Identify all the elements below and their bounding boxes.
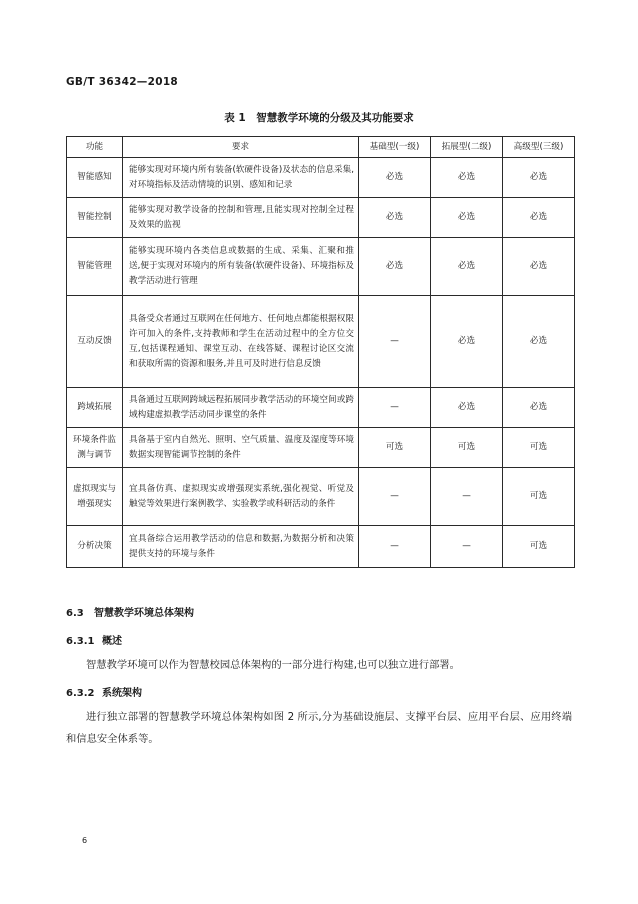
level3-cell: 必选 <box>503 238 575 296</box>
section-number: 6.3.2 <box>66 688 95 699</box>
level3-cell: 必选 <box>503 296 575 388</box>
table-row <box>67 388 575 428</box>
function-cell: 互动反馈 <box>67 296 123 388</box>
section-title: 智慧教学环境总体架构 <box>94 608 194 619</box>
column-header-advanced-level: 高级型(三级) <box>503 137 575 158</box>
page-number: 6 <box>82 836 88 845</box>
level1-cell: — <box>359 296 431 388</box>
requirement-cell: 宜具备综合运用教学活动的信息和数据,为数据分析和决策提供支持的环境与条件 <box>123 526 359 568</box>
architecture-paragraph: 进行独立部署的智慧教学环境总体架构如图 2 所示,分为基础设施层、支撑平台层、应用平台层、应用终端和信息安全体系等。 <box>66 711 572 745</box>
level3-cell: 可选 <box>503 468 575 526</box>
level1-cell: 可选 <box>359 428 431 468</box>
table-row <box>67 296 575 388</box>
level3-cell: 必选 <box>503 388 575 428</box>
level1-cell: — <box>359 388 431 428</box>
section-heading-6-3 <box>66 604 194 619</box>
requirement-cell: 具备通过互联网跨域远程拓展同步教学活动的环境空间或跨域构建虚拟教学活动同步课堂的条件 <box>123 388 359 428</box>
function-cell: 跨域拓展 <box>67 388 123 428</box>
section-title: 概述 <box>102 636 122 647</box>
level2-cell: — <box>431 526 503 568</box>
section-number: 6.3.1 <box>66 636 95 647</box>
table-row <box>67 468 575 526</box>
section-number: 6.3 <box>66 608 84 619</box>
function-cell: 智能感知 <box>67 158 123 198</box>
level3-cell: 必选 <box>503 158 575 198</box>
section-title: 系统架构 <box>102 688 142 699</box>
function-cell: 智能管理 <box>67 238 123 296</box>
table-row <box>67 158 575 198</box>
function-requirements-table <box>66 136 575 568</box>
level3-cell: 必选 <box>503 198 575 238</box>
level2-cell: 必选 <box>431 158 503 198</box>
column-header-function: 功能 <box>67 137 123 158</box>
table-row <box>67 238 575 296</box>
standard-code: GB/T 36342—2018 <box>66 76 179 88</box>
level2-cell: 可选 <box>431 428 503 468</box>
section-heading-6-3-2 <box>66 684 142 699</box>
level1-cell: — <box>359 526 431 568</box>
level1-cell: 必选 <box>359 238 431 296</box>
function-cell: 环境条件监测与调节 <box>67 428 123 468</box>
level3-cell: 可选 <box>503 526 575 568</box>
section-heading-6-3-1 <box>66 632 122 647</box>
function-cell: 分析决策 <box>67 526 123 568</box>
level2-cell: 必选 <box>431 198 503 238</box>
column-header-extended-level: 拓展型(二级) <box>431 137 503 158</box>
column-header-requirement: 要求 <box>123 137 359 158</box>
table-row <box>67 198 575 238</box>
requirement-cell: 具备受众者通过互联网在任何地方、任何地点都能根据权限许可加入的条件,支持教师和学生在活动过程中的全方位交互,包括课程通知、课堂互动、在线答疑、课程讨论区交流和获取所需的资源和服务,并且可及时进行信息反馈 <box>123 296 359 388</box>
requirement-cell: 宜具备仿真、虚拟现实或增强现实系统,强化视觉、听觉及触觉等效果进行案例教学、实验教学或科研活动的条件 <box>123 468 359 526</box>
level1-cell: — <box>359 468 431 526</box>
level2-cell: 必选 <box>431 388 503 428</box>
function-cell: 虚拟现实与增强现实 <box>67 468 123 526</box>
table-row <box>67 526 575 568</box>
level2-cell: 必选 <box>431 296 503 388</box>
level3-cell: 可选 <box>503 428 575 468</box>
overview-paragraph: 智慧教学环境可以作为智慧校园总体架构的一部分进行构建,也可以独立进行部署。 <box>86 659 460 671</box>
column-header-basic-level: 基础型(一级) <box>359 137 431 158</box>
requirement-cell: 能够实现对教学设备的控制和管理,且能实现对控制全过程及效果的监视 <box>123 198 359 238</box>
requirement-cell: 能够实现环境内各类信息或数据的生成、采集、汇聚和推送,便于实现对环境内的所有装备(软硬件设备)、环境指标及教学活动进行管理 <box>123 238 359 296</box>
table-row <box>67 428 575 468</box>
level2-cell: — <box>431 468 503 526</box>
level1-cell: 必选 <box>359 198 431 238</box>
requirement-cell: 能够实现对环境内所有装备(软硬件设备)及状态的信息采集,对环境指标及活动情境的识别、感知和记录 <box>123 158 359 198</box>
level1-cell: 必选 <box>359 158 431 198</box>
table-header-row <box>67 137 575 158</box>
requirement-cell: 具备基于室内自然光、照明、空气质量、温度及湿度等环境数据实现智能调节控制的条件 <box>123 428 359 468</box>
function-cell: 智能控制 <box>67 198 123 238</box>
table-caption: 表 1 智慧教学环境的分级及其功能要求 <box>224 112 414 124</box>
level2-cell: 必选 <box>431 238 503 296</box>
